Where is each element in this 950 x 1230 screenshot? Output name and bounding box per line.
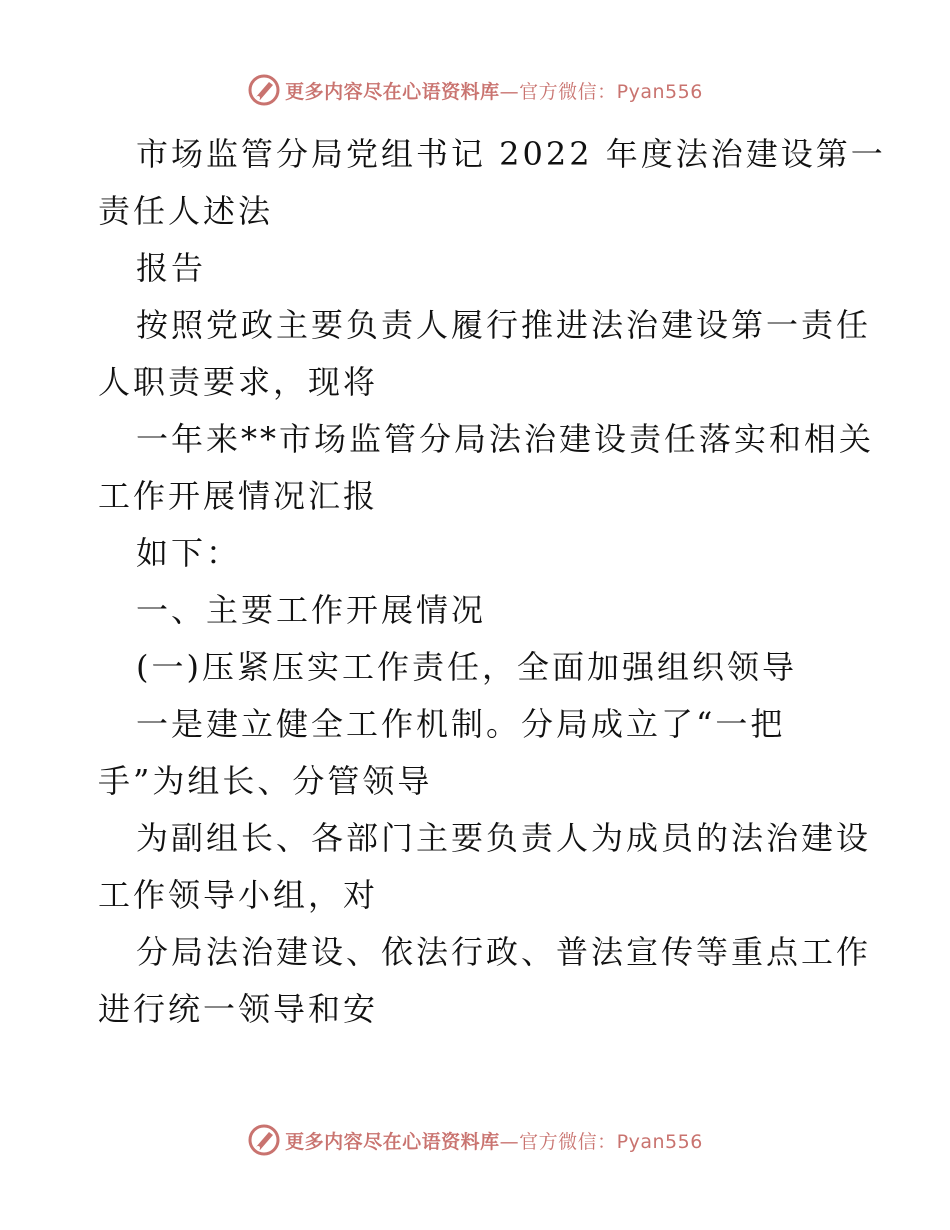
watermark-text: 更多内容尽在心语资料库—官方微信：Pyan556	[285, 80, 703, 103]
text-line: 为副组长、各部门主要负责人为成员的法治建设	[136, 819, 872, 857]
watermark-footer	[0, 1122, 950, 1158]
watermark-header	[0, 72, 950, 108]
pen-seal-icon	[247, 1123, 281, 1157]
watermark-text: 更多内容尽在心语资料库—官方微信：Pyan556	[285, 1130, 703, 1153]
text-line: 市场监管分局党组书记 2022 年度法治建设第一	[136, 135, 886, 173]
text-line: 手”为组长、分管领导	[98, 762, 433, 800]
text-line: 责任人述法	[98, 192, 274, 230]
text-line: 一年来**市场监管分局法治建设责任落实和相关	[136, 420, 875, 458]
subsection-heading: (一)压紧压实工作责任，全面加强组织领导	[136, 648, 797, 686]
text-line: 报告	[136, 249, 207, 287]
pen-seal-icon	[247, 73, 281, 107]
text-line: 按照党政主要负责人履行推进法治建设第一责任	[136, 306, 872, 344]
text-line: 工作领导小组，对	[98, 876, 379, 914]
text-line: 分局法治建设、依法行政、普法宣传等重点工作	[136, 933, 872, 971]
text-line: 进行统一领导和安	[98, 990, 379, 1028]
text-line: 如下：	[136, 534, 242, 572]
text-line: 人职责要求，现将	[98, 363, 379, 401]
section-heading: 一、主要工作开展情况	[136, 591, 487, 629]
text-line: 工作开展情况汇报	[98, 477, 379, 515]
text-line: 一是建立健全工作机制。分局成立了“一把	[136, 705, 786, 743]
